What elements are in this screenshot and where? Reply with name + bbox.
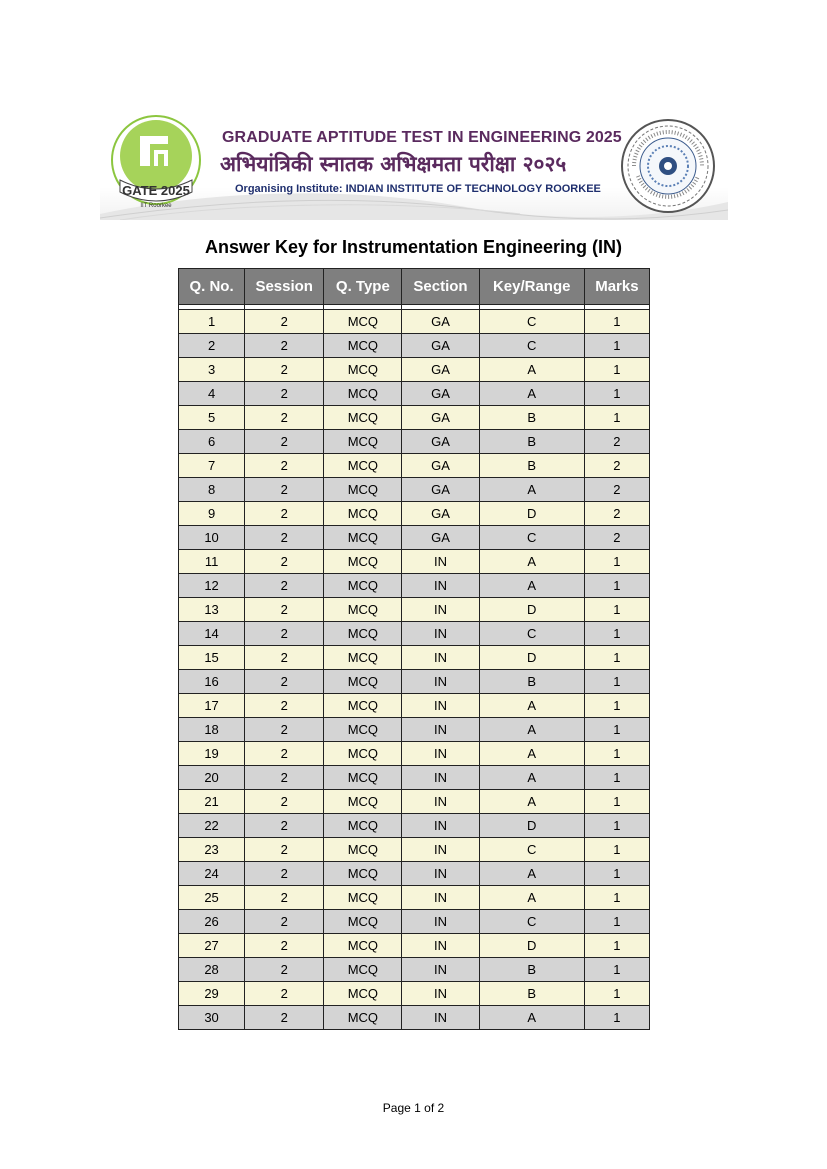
- cell-key: B: [479, 406, 584, 430]
- cell-qno: 19: [179, 742, 245, 766]
- table-row: [179, 982, 650, 1006]
- cell-qtype: MCQ: [324, 958, 402, 982]
- cell-marks: 1: [584, 406, 649, 430]
- iit-roorkee-seal: [620, 118, 716, 214]
- cell-marks: 1: [584, 598, 649, 622]
- cell-marks: 1: [584, 838, 649, 862]
- answer-key-table: [178, 268, 650, 1030]
- cell-qtype: MCQ: [324, 934, 402, 958]
- cell-session: 2: [245, 718, 324, 742]
- cell-key: A: [479, 358, 584, 382]
- cell-key: A: [479, 886, 584, 910]
- cell-section: IN: [402, 742, 479, 766]
- cell-key: C: [479, 838, 584, 862]
- cell-qtype: MCQ: [324, 478, 402, 502]
- cell-key: D: [479, 502, 584, 526]
- cell-key: A: [479, 478, 584, 502]
- cell-section: IN: [402, 958, 479, 982]
- cell-qtype: MCQ: [324, 598, 402, 622]
- cell-section: GA: [402, 334, 479, 358]
- cell-marks: 1: [584, 358, 649, 382]
- cell-session: 2: [245, 886, 324, 910]
- cell-qno: 28: [179, 958, 245, 982]
- cell-section: GA: [402, 358, 479, 382]
- column-header-qtype: Q. Type: [324, 269, 402, 305]
- table-row: [179, 958, 650, 982]
- cell-session: 2: [245, 742, 324, 766]
- cell-section: IN: [402, 646, 479, 670]
- cell-section: IN: [402, 598, 479, 622]
- cell-session: 2: [245, 814, 324, 838]
- cell-session: 2: [245, 646, 324, 670]
- cell-marks: 1: [584, 646, 649, 670]
- cell-qno: 15: [179, 646, 245, 670]
- cell-key: B: [479, 454, 584, 478]
- cell-marks: 1: [584, 862, 649, 886]
- table-row: [179, 454, 650, 478]
- gate-logo-text: GATE 2025: [122, 183, 190, 198]
- cell-marks: 1: [584, 910, 649, 934]
- cell-section: IN: [402, 790, 479, 814]
- cell-qno: 5: [179, 406, 245, 430]
- table-row: [179, 910, 650, 934]
- cell-section: IN: [402, 862, 479, 886]
- table-header-row: [179, 269, 650, 305]
- cell-key: A: [479, 1006, 584, 1030]
- cell-marks: 1: [584, 694, 649, 718]
- cell-session: 2: [245, 550, 324, 574]
- table-row: [179, 1006, 650, 1030]
- cell-qtype: MCQ: [324, 814, 402, 838]
- table-row: [179, 814, 650, 838]
- cell-key: A: [479, 790, 584, 814]
- page-footer: Page 1 of 2: [382, 1101, 445, 1115]
- cell-session: 2: [245, 910, 324, 934]
- cell-key: C: [479, 622, 584, 646]
- cell-qno: 26: [179, 910, 245, 934]
- cell-session: 2: [245, 694, 324, 718]
- table-row: [179, 742, 650, 766]
- table-row: [179, 790, 650, 814]
- table-row: [179, 886, 650, 910]
- cell-key: C: [479, 334, 584, 358]
- cell-qtype: MCQ: [324, 838, 402, 862]
- cell-key: B: [479, 670, 584, 694]
- cell-key: D: [479, 598, 584, 622]
- cell-qno: 4: [179, 382, 245, 406]
- cell-qtype: MCQ: [324, 454, 402, 478]
- column-header-session: Session: [245, 269, 324, 305]
- cell-qno: 25: [179, 886, 245, 910]
- column-header-marks: Marks: [584, 269, 649, 305]
- table-row: [179, 694, 650, 718]
- cell-key: B: [479, 430, 584, 454]
- cell-qtype: MCQ: [324, 862, 402, 886]
- document-title: Answer Key for Instrumentation Engineering (IN): [204, 237, 623, 257]
- cell-qno: 3: [179, 358, 245, 382]
- cell-section: IN: [402, 574, 479, 598]
- cell-qno: 2: [179, 334, 245, 358]
- cell-session: 2: [245, 766, 324, 790]
- cell-marks: 1: [584, 958, 649, 982]
- cell-session: 2: [245, 406, 324, 430]
- cell-session: 2: [245, 430, 324, 454]
- header-banner: [100, 112, 728, 220]
- cell-qno: 29: [179, 982, 245, 1006]
- gate-logo-subtext: IIT Roorkee: [140, 203, 172, 209]
- cell-qno: 22: [179, 814, 245, 838]
- cell-session: 2: [245, 478, 324, 502]
- banner-hindi-title: अभियांत्रिकी स्नातक अभिक्षमता परीक्षा २०२५: [220, 152, 567, 176]
- cell-section: GA: [402, 526, 479, 550]
- cell-qtype: MCQ: [324, 334, 402, 358]
- cell-key: B: [479, 958, 584, 982]
- cell-key: C: [479, 310, 584, 334]
- cell-qtype: MCQ: [324, 622, 402, 646]
- cell-qno: 30: [179, 1006, 245, 1030]
- cell-qtype: MCQ: [324, 790, 402, 814]
- cell-qno: 1: [179, 310, 245, 334]
- cell-qno: 9: [179, 502, 245, 526]
- cell-section: IN: [402, 1006, 479, 1030]
- gate-2025-logo: [110, 114, 202, 214]
- cell-key: A: [479, 694, 584, 718]
- cell-section: GA: [402, 454, 479, 478]
- cell-marks: 1: [584, 742, 649, 766]
- cell-marks: 1: [584, 886, 649, 910]
- cell-marks: 1: [584, 814, 649, 838]
- banner-title: GRADUATE APTITUDE TEST IN ENGINEERING 2025: [222, 129, 622, 146]
- table-row: [179, 430, 650, 454]
- cell-qtype: MCQ: [324, 310, 402, 334]
- cell-qno: 14: [179, 622, 245, 646]
- cell-section: IN: [402, 766, 479, 790]
- cell-qtype: MCQ: [324, 430, 402, 454]
- cell-session: 2: [245, 334, 324, 358]
- cell-marks: 1: [584, 574, 649, 598]
- cell-marks: 1: [584, 790, 649, 814]
- cell-key: A: [479, 550, 584, 574]
- cell-qtype: MCQ: [324, 382, 402, 406]
- cell-key: D: [479, 646, 584, 670]
- table-row: [179, 382, 650, 406]
- cell-key: D: [479, 814, 584, 838]
- cell-qtype: MCQ: [324, 670, 402, 694]
- table-row: [179, 934, 650, 958]
- cell-qtype: MCQ: [324, 694, 402, 718]
- cell-marks: 1: [584, 982, 649, 1006]
- cell-section: GA: [402, 502, 479, 526]
- cell-section: GA: [402, 382, 479, 406]
- cell-section: IN: [402, 814, 479, 838]
- cell-marks: 2: [584, 502, 649, 526]
- cell-qno: 20: [179, 766, 245, 790]
- cell-session: 2: [245, 982, 324, 1006]
- banner-organiser: Organising Institute: INDIAN INSTITUTE OF TECHNOLOGY ROORKEE: [235, 183, 601, 195]
- cell-qno: 18: [179, 718, 245, 742]
- cell-qno: 10: [179, 526, 245, 550]
- cell-qtype: MCQ: [324, 502, 402, 526]
- cell-key: A: [479, 382, 584, 406]
- cell-session: 2: [245, 958, 324, 982]
- cell-marks: 1: [584, 934, 649, 958]
- cell-marks: 2: [584, 454, 649, 478]
- cell-session: 2: [245, 454, 324, 478]
- cell-qtype: MCQ: [324, 886, 402, 910]
- table-row: [179, 526, 650, 550]
- cell-section: IN: [402, 718, 479, 742]
- cell-marks: 1: [584, 766, 649, 790]
- cell-qtype: MCQ: [324, 574, 402, 598]
- cell-session: 2: [245, 310, 324, 334]
- cell-session: 2: [245, 358, 324, 382]
- cell-key: C: [479, 910, 584, 934]
- cell-key: B: [479, 982, 584, 1006]
- table-row: [179, 838, 650, 862]
- cell-session: 2: [245, 862, 324, 886]
- table-row: [179, 550, 650, 574]
- cell-qtype: MCQ: [324, 742, 402, 766]
- cell-marks: 1: [584, 1006, 649, 1030]
- cell-key: A: [479, 742, 584, 766]
- cell-qtype: MCQ: [324, 406, 402, 430]
- cell-qtype: MCQ: [324, 1006, 402, 1030]
- cell-qtype: MCQ: [324, 718, 402, 742]
- table-row: [179, 670, 650, 694]
- cell-section: GA: [402, 310, 479, 334]
- cell-qtype: MCQ: [324, 910, 402, 934]
- table-row: [179, 574, 650, 598]
- cell-key: D: [479, 934, 584, 958]
- cell-qno: 16: [179, 670, 245, 694]
- cell-qtype: MCQ: [324, 766, 402, 790]
- cell-session: 2: [245, 838, 324, 862]
- cell-marks: 2: [584, 478, 649, 502]
- table-row: [179, 766, 650, 790]
- cell-key: A: [479, 766, 584, 790]
- cell-marks: 1: [584, 670, 649, 694]
- cell-section: IN: [402, 934, 479, 958]
- cell-section: IN: [402, 670, 479, 694]
- table-row: [179, 334, 650, 358]
- cell-marks: 2: [584, 430, 649, 454]
- column-header-qno: Q. No.: [179, 269, 245, 305]
- table-row: [179, 622, 650, 646]
- cell-qno: 21: [179, 790, 245, 814]
- cell-qno: 7: [179, 454, 245, 478]
- table-row: [179, 598, 650, 622]
- cell-qno: 13: [179, 598, 245, 622]
- cell-qno: 11: [179, 550, 245, 574]
- cell-session: 2: [245, 934, 324, 958]
- cell-qtype: MCQ: [324, 526, 402, 550]
- cell-section: GA: [402, 406, 479, 430]
- cell-marks: 1: [584, 622, 649, 646]
- cell-qno: 17: [179, 694, 245, 718]
- cell-section: IN: [402, 910, 479, 934]
- cell-session: 2: [245, 526, 324, 550]
- cell-session: 2: [245, 502, 324, 526]
- cell-section: IN: [402, 622, 479, 646]
- table-row: [179, 478, 650, 502]
- cell-marks: 1: [584, 310, 649, 334]
- cell-qno: 23: [179, 838, 245, 862]
- cell-qtype: MCQ: [324, 982, 402, 1006]
- cell-session: 2: [245, 622, 324, 646]
- cell-section: IN: [402, 886, 479, 910]
- cell-qtype: MCQ: [324, 646, 402, 670]
- cell-section: GA: [402, 430, 479, 454]
- cell-qno: 8: [179, 478, 245, 502]
- cell-marks: 1: [584, 382, 649, 406]
- cell-marks: 1: [584, 550, 649, 574]
- cell-section: IN: [402, 694, 479, 718]
- cell-qno: 6: [179, 430, 245, 454]
- cell-qno: 27: [179, 934, 245, 958]
- cell-session: 2: [245, 1006, 324, 1030]
- cell-key: A: [479, 574, 584, 598]
- table-row: [179, 718, 650, 742]
- column-header-key-range: Key/Range: [479, 269, 584, 305]
- cell-section: IN: [402, 550, 479, 574]
- cell-session: 2: [245, 382, 324, 406]
- table-row: [179, 358, 650, 382]
- table-row: [179, 862, 650, 886]
- cell-session: 2: [245, 574, 324, 598]
- cell-qtype: MCQ: [324, 550, 402, 574]
- cell-marks: 2: [584, 526, 649, 550]
- cell-marks: 1: [584, 718, 649, 742]
- cell-key: A: [479, 862, 584, 886]
- table-row: [179, 502, 650, 526]
- cell-marks: 1: [584, 334, 649, 358]
- cell-section: GA: [402, 478, 479, 502]
- column-header-section: Section: [402, 269, 479, 305]
- cell-session: 2: [245, 598, 324, 622]
- table-body: [179, 305, 650, 1030]
- cell-section: IN: [402, 982, 479, 1006]
- cell-qno: 24: [179, 862, 245, 886]
- cell-session: 2: [245, 670, 324, 694]
- table-row: [179, 310, 650, 334]
- cell-qno: 12: [179, 574, 245, 598]
- table-row: [179, 646, 650, 670]
- cell-session: 2: [245, 790, 324, 814]
- cell-section: IN: [402, 838, 479, 862]
- table-row: [179, 406, 650, 430]
- cell-key: A: [479, 718, 584, 742]
- cell-qtype: MCQ: [324, 358, 402, 382]
- cell-key: C: [479, 526, 584, 550]
